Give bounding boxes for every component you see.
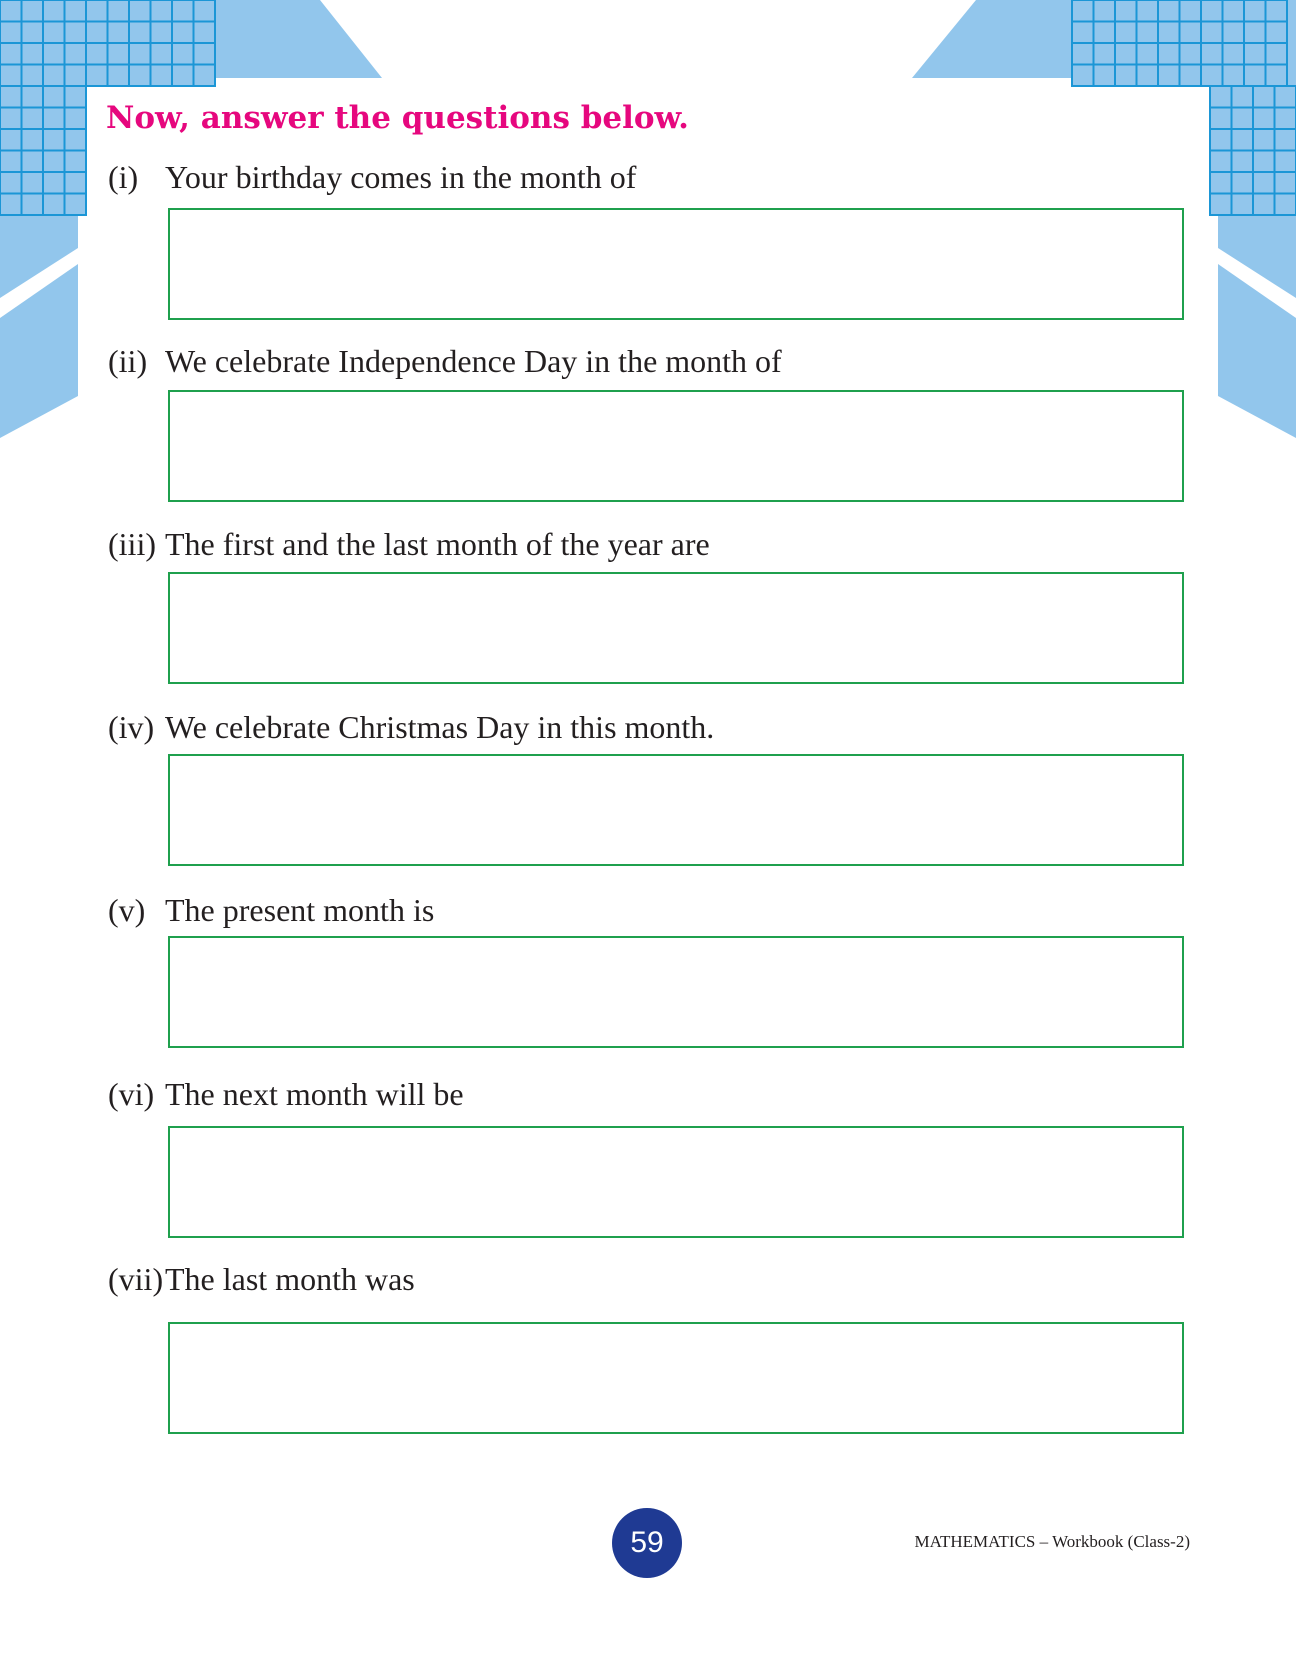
answer-box-6[interactable] xyxy=(168,1126,1184,1238)
question-7 xyxy=(108,1256,1208,1306)
question-text: We celebrate Independence Day in the month of xyxy=(165,343,782,379)
answer-box-7[interactable] xyxy=(168,1322,1184,1434)
question-6 xyxy=(108,1071,1208,1121)
question-number: (iii) xyxy=(108,526,156,562)
section-heading: Now, answer the questions below. xyxy=(106,100,689,136)
page-number: 59 xyxy=(630,1526,664,1559)
question-number: (i) xyxy=(108,159,139,195)
question-number: (iv) xyxy=(108,709,155,745)
question-text: The last month was xyxy=(165,1261,415,1297)
question-number: (ii) xyxy=(108,343,148,379)
answer-box-3[interactable] xyxy=(168,572,1184,684)
question-5 xyxy=(108,887,1208,937)
question-number: (v) xyxy=(108,892,146,928)
answer-box-4[interactable] xyxy=(168,754,1184,866)
question-4 xyxy=(108,704,1208,754)
question-3 xyxy=(108,521,1208,571)
question-number: (vi) xyxy=(108,1076,155,1112)
question-text: The next month will be xyxy=(165,1076,464,1112)
answer-box-1[interactable] xyxy=(168,208,1184,320)
answer-box-2[interactable] xyxy=(168,390,1184,502)
question-text: The present month is xyxy=(165,892,435,928)
question-text: We celebrate Christmas Day in this month. xyxy=(165,709,715,745)
question-2 xyxy=(108,338,1208,388)
question-text: Your birthday comes in the month of xyxy=(165,159,637,195)
answer-box-5[interactable] xyxy=(168,936,1184,1048)
question-number: (vii) xyxy=(108,1261,164,1297)
question-text: The first and the last month of the year are xyxy=(165,526,710,562)
question-1 xyxy=(108,154,1208,204)
page-number-badge xyxy=(612,1508,682,1578)
book-title: MATHEMATICS – Workbook (Class-2) xyxy=(914,1532,1190,1551)
